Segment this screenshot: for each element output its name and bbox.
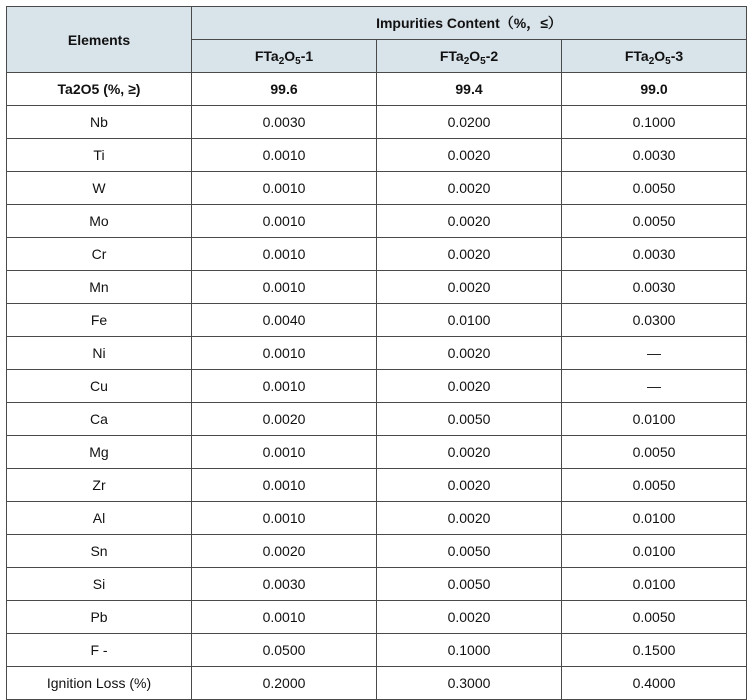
element-cell: Pb	[7, 601, 192, 634]
grade-2-value: 0.0020	[377, 238, 562, 271]
element-cell: Al	[7, 502, 192, 535]
grade-3-value: —	[562, 370, 747, 403]
grade-1-value: 0.0010	[192, 271, 377, 304]
grade-3-value: 0.1000	[562, 106, 747, 139]
grade-3-value: 0.0100	[562, 502, 747, 535]
grade-2-value: 0.0050	[377, 568, 562, 601]
element-cell: W	[7, 172, 192, 205]
table-row	[7, 205, 747, 238]
grade-1-value: 0.0010	[192, 139, 377, 172]
grade-3-value: 0.1500	[562, 634, 747, 667]
element-cell: Ti	[7, 139, 192, 172]
elements-header: Elements	[7, 7, 192, 73]
grade-1-value: 0.0010	[192, 436, 377, 469]
grade-1-value: 0.0020	[192, 403, 377, 436]
grade-3-value: 0.0030	[562, 238, 747, 271]
grade-2-value: 0.0020	[377, 205, 562, 238]
element-cell: Mo	[7, 205, 192, 238]
grade-2-value: 0.0020	[377, 271, 562, 304]
grade-2-value: 0.3000	[377, 667, 562, 700]
element-cell: Zr	[7, 469, 192, 502]
grade-2-value: 0.0020	[377, 337, 562, 370]
table-row	[7, 601, 747, 634]
table-row	[7, 667, 747, 700]
grade-2-value: 0.0020	[377, 601, 562, 634]
grade-2-value: 0.0100	[377, 304, 562, 337]
table-row	[7, 568, 747, 601]
header-row-top	[7, 7, 747, 40]
table-row	[7, 469, 747, 502]
table-row	[7, 436, 747, 469]
grade-1-value: 0.0010	[192, 601, 377, 634]
table-row	[7, 271, 747, 304]
element-cell: F -	[7, 634, 192, 667]
element-cell: Nb	[7, 106, 192, 139]
grade-3-value: 0.0050	[562, 205, 747, 238]
element-cell: Mn	[7, 271, 192, 304]
impurities-content-header: Impurities Content（%，≤）	[192, 7, 747, 40]
grade-header-3: $FTa_2O_5-3$	[562, 40, 747, 73]
grade-3-value: 0.0300	[562, 304, 747, 337]
impurities-spec-table	[6, 6, 747, 700]
element-cell: Ignition Loss (%)	[7, 667, 192, 700]
table-row	[7, 172, 747, 205]
grade-3-value: 0.0050	[562, 601, 747, 634]
grade-1-value: 0.2000	[192, 667, 377, 700]
grade-1-value: 0.0010	[192, 238, 377, 271]
element-cell: Mg	[7, 436, 192, 469]
element-cell: Si	[7, 568, 192, 601]
table-row	[7, 403, 747, 436]
table-header	[7, 7, 747, 73]
grade-1-value: 0.0040	[192, 304, 377, 337]
table-row	[7, 370, 747, 403]
grade-1-value: 0.0010	[192, 337, 377, 370]
grade-1-value: 0.0030	[192, 568, 377, 601]
grade-2-value: 0.0020	[377, 370, 562, 403]
element-cell: Ta2O5 (%, ≥)	[7, 73, 192, 106]
grade-3-value: 0.0100	[562, 403, 747, 436]
grade-2-value: 0.0050	[377, 535, 562, 568]
table-row	[7, 304, 747, 337]
grade-3-value: 0.0030	[562, 271, 747, 304]
grade-3-value: 99.0	[562, 73, 747, 106]
table-row	[7, 106, 747, 139]
element-cell: Sn	[7, 535, 192, 568]
table-row	[7, 139, 747, 172]
grade-1-value: 99.6	[192, 73, 377, 106]
grade-3-value: 0.0030	[562, 139, 747, 172]
table-row	[7, 238, 747, 271]
table-row	[7, 634, 747, 667]
grade-2-value: 0.0020	[377, 469, 562, 502]
grade-1-value: 0.0030	[192, 106, 377, 139]
table-row	[7, 535, 747, 568]
grade-2-value: 0.1000	[377, 634, 562, 667]
grade-2-value: 0.0020	[377, 436, 562, 469]
element-cell: Cr	[7, 238, 192, 271]
grade-1-value: 0.0010	[192, 502, 377, 535]
element-cell: Ca	[7, 403, 192, 436]
grade-1-value: 0.0010	[192, 370, 377, 403]
grade-1-value: 0.0010	[192, 469, 377, 502]
grade-2-value: 0.0200	[377, 106, 562, 139]
grade-2-value: 0.0020	[377, 172, 562, 205]
table-row	[7, 337, 747, 370]
element-cell: Cu	[7, 370, 192, 403]
grade-2-value: 99.4	[377, 73, 562, 106]
table-body	[7, 73, 747, 700]
grade-1-value: 0.0010	[192, 172, 377, 205]
grade-1-value: 0.0010	[192, 205, 377, 238]
grade-2-value: 0.0020	[377, 139, 562, 172]
grade-header-2: $FTa_2O_5-2$	[377, 40, 562, 73]
grade-3-value: 0.0050	[562, 436, 747, 469]
element-cell: Ni	[7, 337, 192, 370]
element-cell: Fe	[7, 304, 192, 337]
grade-2-value: 0.0020	[377, 502, 562, 535]
grade-header-1: $FTa_2O_5-1$	[192, 40, 377, 73]
grade-1-value: 0.0500	[192, 634, 377, 667]
table-row	[7, 502, 747, 535]
grade-2-value: 0.0050	[377, 403, 562, 436]
grade-3-value: 0.0100	[562, 568, 747, 601]
grade-1-value: 0.0020	[192, 535, 377, 568]
grade-3-value: —	[562, 337, 747, 370]
assay-row	[7, 73, 747, 106]
grade-3-value: 0.0050	[562, 469, 747, 502]
grade-3-value: 0.0100	[562, 535, 747, 568]
grade-3-value: 0.4000	[562, 667, 747, 700]
grade-3-value: 0.0050	[562, 172, 747, 205]
